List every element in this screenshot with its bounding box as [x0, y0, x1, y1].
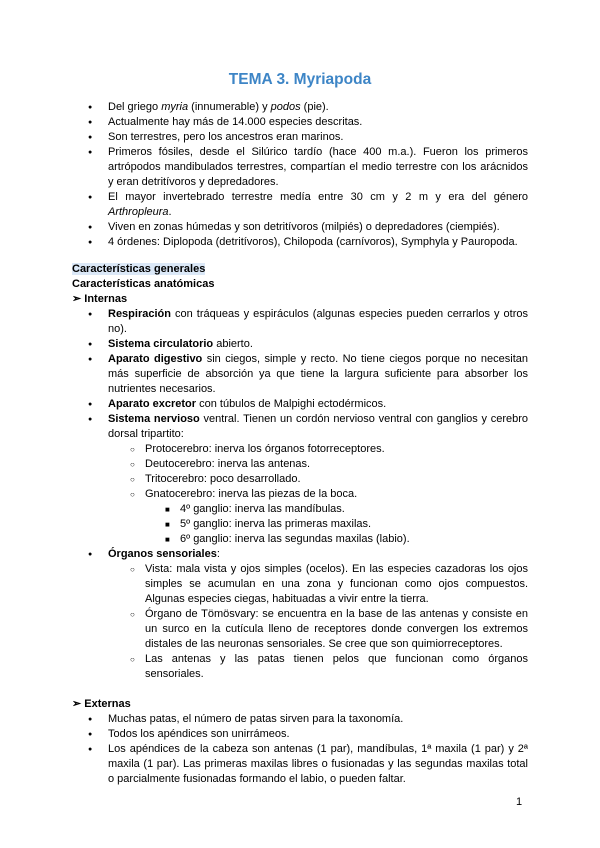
list-item: ■ 6º ganglio: inerva las segundas maxilas (labio).	[180, 532, 528, 547]
text: con tráqueas y espiráculos (algunas especies pueden cerrarlos y otros no).	[108, 308, 528, 335]
text: :	[216, 548, 220, 560]
list-item: ● Actualmente hay más de 14.000 especies descritas.	[108, 115, 528, 130]
sublist	[108, 442, 528, 547]
list-item: ○ Tritocerebro: poco desarrollado.	[145, 472, 528, 487]
list-item: ○ Las antenas y las patas tienen pelos que funcionan como órganos sensoriales.	[145, 652, 528, 682]
page-title: TEMA 3. Myriapoda	[228, 71, 372, 88]
externas-list	[72, 712, 528, 787]
internas-list	[72, 307, 528, 682]
list-item: ■ 4º ganglio: inerva las mandíbulas.	[180, 502, 528, 517]
text: .	[168, 206, 172, 218]
list-item: ○ Deutocerebro: inerva las antenas.	[145, 457, 528, 472]
text: sin ciegos, simple y recto. No tiene ciegos porque no necesitan más superficie de absorción ya que tiene la largura suficiente para absorber los nutrientes necesarios.	[108, 353, 528, 395]
heading-internas: ➢ Internas	[72, 293, 128, 305]
list-item: ● 4 órdenes: Diplopoda (detritívoros), Chilopoda (carnívoros), Symphyla y Pauropoda.	[108, 235, 528, 250]
list-item: ● Primeros fósiles, desde el Silúrico tardío (hace 400 m.a.). Fueron los primeros artrópodos mandibulados terrestres, compartían el medio terrestre con los arácnidos y eran detritívoros y depredadores.	[108, 145, 528, 190]
heading-externas: ➢ Externas	[72, 698, 131, 710]
intro-list	[72, 100, 528, 250]
list-item: ● Todos los apéndices son unirrámeos.	[108, 727, 528, 742]
text: Del griego	[108, 101, 162, 113]
term: Aparato excretor	[108, 398, 197, 410]
list-item: ○ Vista: mala vista y ojos simples (ocelos). En las especies cazadoras los ojos simples se acumulan en una zona y funcionan como ojos compuestos. Algunas especies ciegas, habituadas a vivir entre la tierra.	[145, 562, 528, 607]
text: Gnatocerebro: inerva las piezas de la boca.	[145, 488, 358, 500]
term: Respiración	[108, 308, 171, 320]
list-item: ○ Protocerebro: inerva los órganos fotorreceptores.	[145, 442, 528, 457]
text: El mayor invertebrado terrestre medía entre 30 cm y 2 m y era del género	[108, 191, 528, 203]
italic-term: podos	[270, 101, 301, 113]
list-item	[108, 337, 528, 352]
list-item	[145, 487, 528, 547]
list-item: ● Son terrestres, pero los ancestros eran marinos.	[108, 130, 528, 145]
text: (innumerable) y	[188, 101, 271, 113]
list-item	[108, 412, 528, 547]
term: Órganos sensoriales	[108, 548, 217, 560]
text: (pie).	[300, 101, 329, 113]
heading-anatomical: Características anatómicas	[72, 278, 215, 290]
list-item	[108, 100, 528, 115]
list-item: ● Los apéndices de la cabeza son antenas (1 par), mandíbulas, 1ª maxila (1 par) y 2ª maxila (1 par). Las primeras maxilas libres o fusionadas y las segundas maxilas total o parcialmente fusionadas formando el labio, o pueden faltar.	[108, 742, 528, 787]
text: abierto.	[213, 338, 253, 350]
list-item: ○ Órgano de Tömösvary: se encuentra en la base de las antenas y consiste en un surco en la cutícula lleno de receptores donde convergen los extremos distales de las neuronas sensoriales. Se cree que son quimiorreceptores.	[145, 607, 528, 652]
term: Sistema circulatorio	[108, 338, 214, 350]
list-item: ● Viven en zonas húmedas y son detritívoros (milpiés) o depredadores (ciempiés).	[108, 220, 528, 235]
term: Aparato digestivo	[108, 353, 203, 365]
text: ventral. Tienen un cordón nervioso ventral con ganglios y cerebro dorsal tripartito:	[108, 413, 529, 440]
sublist	[145, 502, 528, 547]
term: Sistema nervioso	[108, 413, 200, 425]
heading-general: Características generales	[72, 263, 206, 275]
italic-term: myria	[161, 101, 189, 113]
document-page	[72, 70, 528, 787]
list-item	[108, 397, 528, 412]
list-item	[108, 307, 528, 337]
list-item: ■ 5º ganglio: inerva las primeras maxilas.	[180, 517, 528, 532]
page-number: 1	[516, 796, 523, 808]
sublist	[108, 562, 528, 682]
text: con túbulos de Malpighi ectodérmicos.	[196, 398, 387, 410]
list-item	[108, 352, 528, 397]
list-item: ● Muchas patas, el número de patas sirven para la taxonomía.	[108, 712, 528, 727]
list-item	[108, 190, 528, 220]
list-item	[108, 547, 528, 682]
italic-term: Arthropleura	[108, 206, 169, 218]
